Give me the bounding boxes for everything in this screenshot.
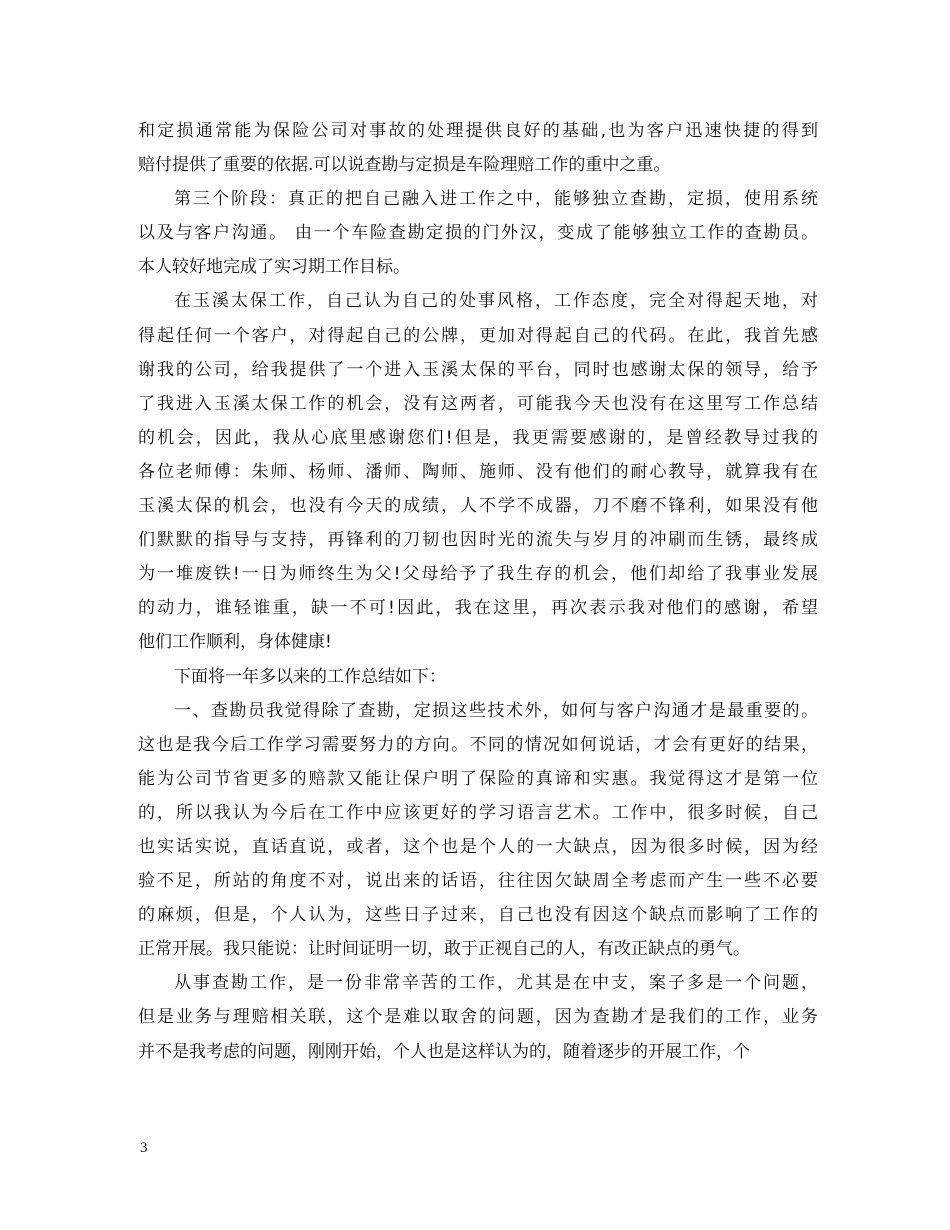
text-line: 了我进入玉溪太保工作的机会，没有这两者，可能我今天也没有在这里写工作总结 xyxy=(138,393,818,414)
text-line: 第三个阶段：真正的把自己融入进工作之中，能够独立查勘，定损，使用系统 xyxy=(174,189,818,210)
document-body xyxy=(138,114,818,1069)
text-line: 下面将一年多以来的工作总结如下： xyxy=(174,666,446,687)
text-line: 的机会，因此，我从心底里感谢您们!但是，我更需要感谢的，是曾经教导过我的 xyxy=(138,427,818,448)
text-line: 但是业务与理赔相关联，这个是难以取舍的问题，因为查勘才是我们的工作，业务 xyxy=(138,1007,818,1028)
text-line: 为一堆废铁!一日为师终生为父!父母给予了我生存的机会，他们却给了我事业发展 xyxy=(138,564,818,585)
paragraph xyxy=(138,966,818,1068)
paragraph xyxy=(138,114,818,182)
text-line: 本人较好地完成了实习期工作目标。 xyxy=(138,257,410,278)
text-line: 各位老师傅：朱师、杨师、潘师、陶师、施师、没有他们的耐心教导，就算我有在 xyxy=(138,461,818,482)
text-line: 赔付提供了重要的依据.可以说查勘与定损是车险理赔工作的重中之重。 xyxy=(138,155,671,176)
text-line: 以及与客户沟通。 由一个车险查勘定损的门外汉，变成了能够独立工作的查勘员。 xyxy=(138,223,818,244)
paragraph xyxy=(138,660,818,694)
text-line: 得起任何一个客户，对得起自己的公牌，更加对得起自己的代码。在此，我首先感 xyxy=(138,325,818,346)
text-line: 们默默的指导与支持，再锋利的刀韧也因时光的流失与岁月的冲刷而生锈，最终成 xyxy=(138,530,818,551)
text-line: 正常开展。我只能说：让时间证明一切，敢于正视自己的人，有改正缺点的勇气。 xyxy=(138,939,750,960)
text-line: 并不是我考虑的问题，刚刚开始，个人也是这样认为的，随着逐步的开展工作，个 xyxy=(138,1041,750,1062)
text-line: 谢我的公司，给我提供了一个进入玉溪太保的平台，同时也感谢太保的领导，给予 xyxy=(138,359,818,380)
text-line: 验不足，所站的角度不对，说出来的话语，往往因欠缺周全考虑而产生一些不必要 xyxy=(138,871,818,892)
text-line: 的麻烦，但是，个人认为，这些日子过来，自己也没有因这个缺点而影响了工作的 xyxy=(138,905,818,926)
paragraph xyxy=(138,284,818,659)
text-line: 的，所以我认为今后在工作中应该更好的学习语言艺术。工作中，很多时候，自己 xyxy=(138,802,818,823)
text-line: 一、查勘员我觉得除了查勘，定损这些技术外，如何与客户沟通才是最重要的。 xyxy=(174,700,818,721)
text-line: 也实话实说，直话直说，或者，这个也是个人的一大缺点，因为很多时候，因为经 xyxy=(138,836,818,857)
text-line: 从事查勘工作，是一份非常辛苦的工作，尤其是在中支，案子多是一个问题， xyxy=(174,973,818,994)
paragraph xyxy=(138,694,818,967)
text-line: 这也是我今后工作学习需要努力的方向。不同的情况如何说话，才会有更好的结果， xyxy=(138,734,818,755)
paragraph xyxy=(138,182,818,284)
text-line: 他们工作顺利，身体健康! xyxy=(138,632,332,653)
text-line: 在玉溪太保工作，自己认为自己的处事风格，工作态度，完全对得起天地，对 xyxy=(174,291,818,312)
text-line: 和定损通常能为保险公司对事故的处理提供良好的基础,也为客户迅速快捷的得到 xyxy=(138,121,818,141)
text-line: 能为公司节省更多的赔款又能让保户明了保险的真谛和实惠。我觉得这才是第一位 xyxy=(138,768,818,789)
text-line: 玉溪太保的机会，也没有今天的成绩，人不学不成器，刀不磨不锋利，如果没有他 xyxy=(138,496,818,517)
text-line: 的动力，谁轻谁重，缺一不可!因此，我在这里，再次表示我对他们的感谢，希望 xyxy=(138,598,818,619)
page-number: 3 xyxy=(140,1140,148,1156)
